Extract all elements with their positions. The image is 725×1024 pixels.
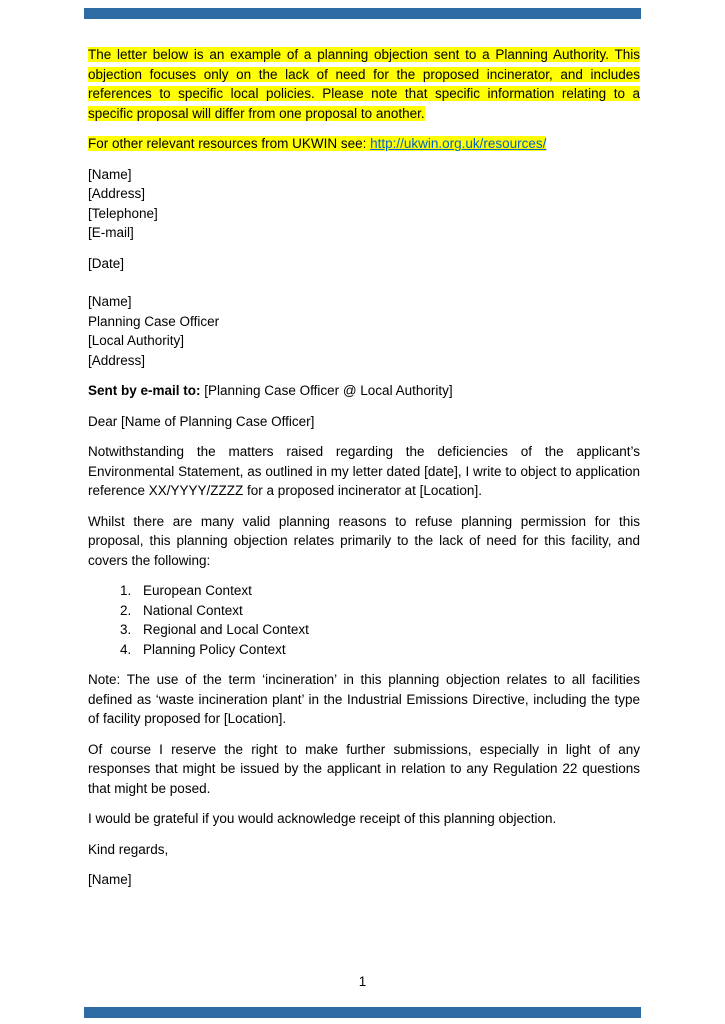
recipient-name-line: [Name]: [88, 294, 132, 309]
objection-paragraph: Notwithstanding the matters raised regarding the deficiencies of the applicant’s Environmental Statement, as outlined in my letter dated [date], I write to object to application reference XX/YYYY/ZZZZ for a proposed incinerator at [Location].: [88, 444, 640, 498]
list-item: 2. National Context: [135, 601, 640, 621]
signature-line: [Name]: [88, 872, 132, 887]
sender-email-line: [E-mail]: [88, 225, 134, 240]
sent-by-value: [Planning Case Officer @ Local Authority]: [200, 383, 453, 398]
context-list: [88, 581, 640, 659]
sender-telephone-line: [Telephone]: [88, 205, 158, 221]
list-item: 4. Planning Policy Context: [135, 640, 640, 660]
note-paragraph: Note: The use of the term ‘incineration’ in this planning objection relates to all facilities defined as ‘waste incineration plant’ in the Industrial Emissions Directive, including the type of facility proposed for [Location].: [88, 672, 640, 726]
top-blue-rule: [84, 8, 641, 19]
resources-link-wrap: [370, 136, 546, 151]
intro-highlight-text: The letter below is an example of a planning objection sent to a Planning Authority. This objection focuses only on the lack of need for the proposed incinerator, and includes references to specific local policies. Please note that specific information relating to a specific proposal will differ from one proposal to another.: [88, 47, 640, 121]
list-item: 1. European Context: [135, 581, 640, 601]
intro-highlight-paragraph: [88, 45, 640, 123]
letter-content: [88, 45, 640, 901]
reserve-paragraph: Of course I reserve the right to make further submissions, especially in light of any responses that might be issued by the applicant in relation to any Regulation 22 questions that might be posed.: [88, 741, 640, 796]
resources-link[interactable]: http://ukwin.org.uk/resources/: [370, 136, 547, 151]
date-block: [88, 254, 640, 274]
acknowledge-paragraph: I would be grateful if you would acknowledge receipt of this planning objection.: [88, 811, 557, 826]
recipient-authority-line: [Local Authority]: [88, 333, 185, 348]
sender-address-block: [88, 165, 640, 243]
sender-name-line: [Name]: [88, 166, 132, 182]
need-paragraph: Whilst there are many valid planning reasons to refuse planning permission for this proposal, this planning objection relates primarily to the lack of need for this facility, and covers the following:: [88, 513, 640, 568]
bottom-blue-rule: [84, 1007, 641, 1018]
recipient-title-line: Planning Case Officer: [88, 313, 220, 329]
sent-by-label: Sent by e-mail to:: [88, 383, 201, 398]
resources-line: [88, 134, 640, 154]
page-number: 1: [358, 974, 367, 989]
sent-by-line: [88, 381, 640, 401]
recipient-address-block: [88, 292, 640, 370]
salutation-line: Dear [Name of Planning Case Officer]: [88, 413, 315, 429]
date-line: [Date]: [88, 255, 125, 271]
recipient-address-line: [Address]: [88, 352, 146, 368]
sender-address-line: [Address]: [88, 186, 146, 201]
closing-line: Kind regards,: [88, 841, 169, 857]
resources-prefix: For other relevant resources from UKWIN see:: [88, 136, 371, 151]
list-item: 3. Regional and Local Context: [135, 620, 640, 640]
